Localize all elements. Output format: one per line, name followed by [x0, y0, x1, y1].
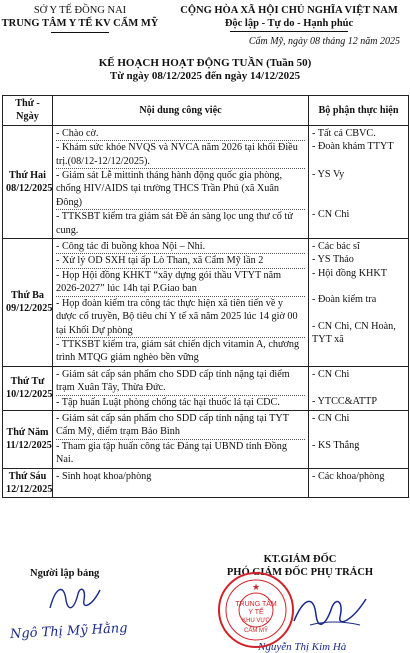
svg-text:★: ★: [251, 582, 261, 592]
country-name: CỘNG HÒA XÃ HỘI CHỦ NGHĨA VIỆT NAM: [180, 5, 398, 16]
table-row: [3, 410, 409, 468]
content-cell: - Chào cờ. - Khám sức khỏe NVQS và NVCA năm 2026 tại khối Điều trị.(08/12-12/12/2025). - Giám sát Lễ mittinh tháng hành động quốc gia phòng, chống HIV/AIDS tại trường THCS Trần Phú (xã Xuân Đông) - TTKSBT kiểm tra giám sát Đề án sàng lọc ung thư cổ tử cung.: [53, 125, 309, 238]
weekly-plan-table: [2, 95, 409, 498]
table-header-row: [3, 96, 409, 126]
agency-name: TRUNG TÂM Y TẾ KV CẨM MỸ: [1, 18, 159, 29]
table-row: [3, 125, 409, 238]
content-cell: - Công tác đi buồng khoa Nội – Nhi. - Xử lý OD SXH tại ấp Lò Than, xã Cẩm Mỹ lần 2 - Họp Hội đồng KHKT “xây dựng gói thầu VTYT năm 2026-2027” lúc 14h tại P.Giao ban - Họp đoàn kiểm tra công tác thực hiện xã tiên tiến về y dược cổ truyền, Bộ tiêu chí Y tế xã năm 2025 lúc 14 giờ 00 tại Khối Dự phòng - TTKSBT kiểm tra, giám sát chiến dịch vitamin A, chương trình MTQG giảm nghèo bền vững: [53, 239, 309, 367]
content-cell: - Giám sát cấp sản phẩm cho SDD cấp tính nặng tại TYT Cẩm Mỹ, điểm trạm Bảo Bình - Tham gia tập huấn công tác Đảng tại UBND tỉnh Đồng Nai.: [53, 410, 309, 468]
preparer-name: Ngô Thị Mỹ Hằng: [9, 620, 128, 643]
parent-agency: SỞ Y TẾ ĐỒNG NAI: [33, 5, 127, 16]
issue-date: Cẩm Mỹ, ngày 08 tháng 12 năm 2025: [248, 36, 400, 47]
agency-underline: [51, 32, 109, 33]
document-title: [0, 57, 410, 83]
director-name: Nguyễn Thị Kim Hà: [258, 641, 347, 653]
table-row: [3, 468, 409, 498]
preparer-signature-mark: [44, 580, 104, 616]
header-day: Thứ - Ngày: [3, 96, 53, 126]
table-row: [3, 366, 409, 410]
preparer-role: Người lập bảng: [30, 568, 100, 579]
dept-cell: - Tất cả CBVC. - Đoàn khám TTYT - YS Vy - CN Chi: [309, 125, 409, 238]
svg-text:TRUNG TÂM: TRUNG TÂM: [235, 601, 277, 608]
content-cell: - Sinh hoạt khoa/phòng: [53, 468, 309, 498]
header-content: Nội dung công việc: [53, 96, 309, 126]
content-cell: - Giám sát cấp sản phẩm cho SDD cấp tính nặng tại điểm trạm Xuân Tây, Thừa Đức. - Tập huấn Luật phòng chống tác hại thuốc lá tại CDC.: [53, 366, 309, 410]
dept-cell: - Các khoa/phòng: [309, 468, 409, 498]
motto: Độc lập - Tự do - Hạnh phúc: [224, 18, 354, 29]
dept-cell: - Các bác sĩ - YS Thảo - Hội đồng KHKT - Đoàn kiểm tra - CN Chi, CN Hoàn, TYT xã: [309, 239, 409, 367]
agency-header: [0, 4, 160, 33]
day-cell: Thứ Sáu 12/12/2025: [3, 468, 53, 498]
official-seal-stamp: [216, 570, 296, 650]
plan-title: KẾ HOẠCH HOẠT ĐỘNG TUẦN (Tuần 50): [98, 57, 312, 69]
day-cell: Thứ Hai 08/12/2025: [3, 125, 53, 238]
svg-text:Y TẾ: Y TẾ: [248, 609, 264, 616]
header-dept: Bộ phận thực hiện: [309, 96, 409, 126]
svg-text:KHU VỰC: KHU VỰC: [242, 618, 270, 624]
svg-text:CẨM MỸ: CẨM MỸ: [244, 628, 268, 634]
day-cell: Thứ Ba 09/12/2025: [3, 239, 53, 367]
signer-title: KT.GIÁM ĐỐC: [263, 554, 337, 565]
director-signature-mark: [290, 591, 370, 635]
dept-cell: - CN Chi - KS Thắng: [309, 410, 409, 468]
national-header: [168, 4, 410, 48]
preparer-signature-block: [9, 568, 180, 643]
motto-underline: [230, 31, 348, 32]
dept-cell: - CN Chi - YTCC&ATTP: [309, 366, 409, 410]
table-row: [3, 239, 409, 367]
day-cell: Thứ Tư 10/12/2025: [3, 366, 53, 410]
signer-position: PHÓ GIÁM ĐỐC PHỤ TRÁCH: [226, 567, 374, 578]
day-cell: Thứ Năm 11/12/2025: [3, 410, 53, 468]
plan-date-range: Từ ngày 08/12/2025 đến ngày 14/12/2025: [109, 70, 301, 82]
